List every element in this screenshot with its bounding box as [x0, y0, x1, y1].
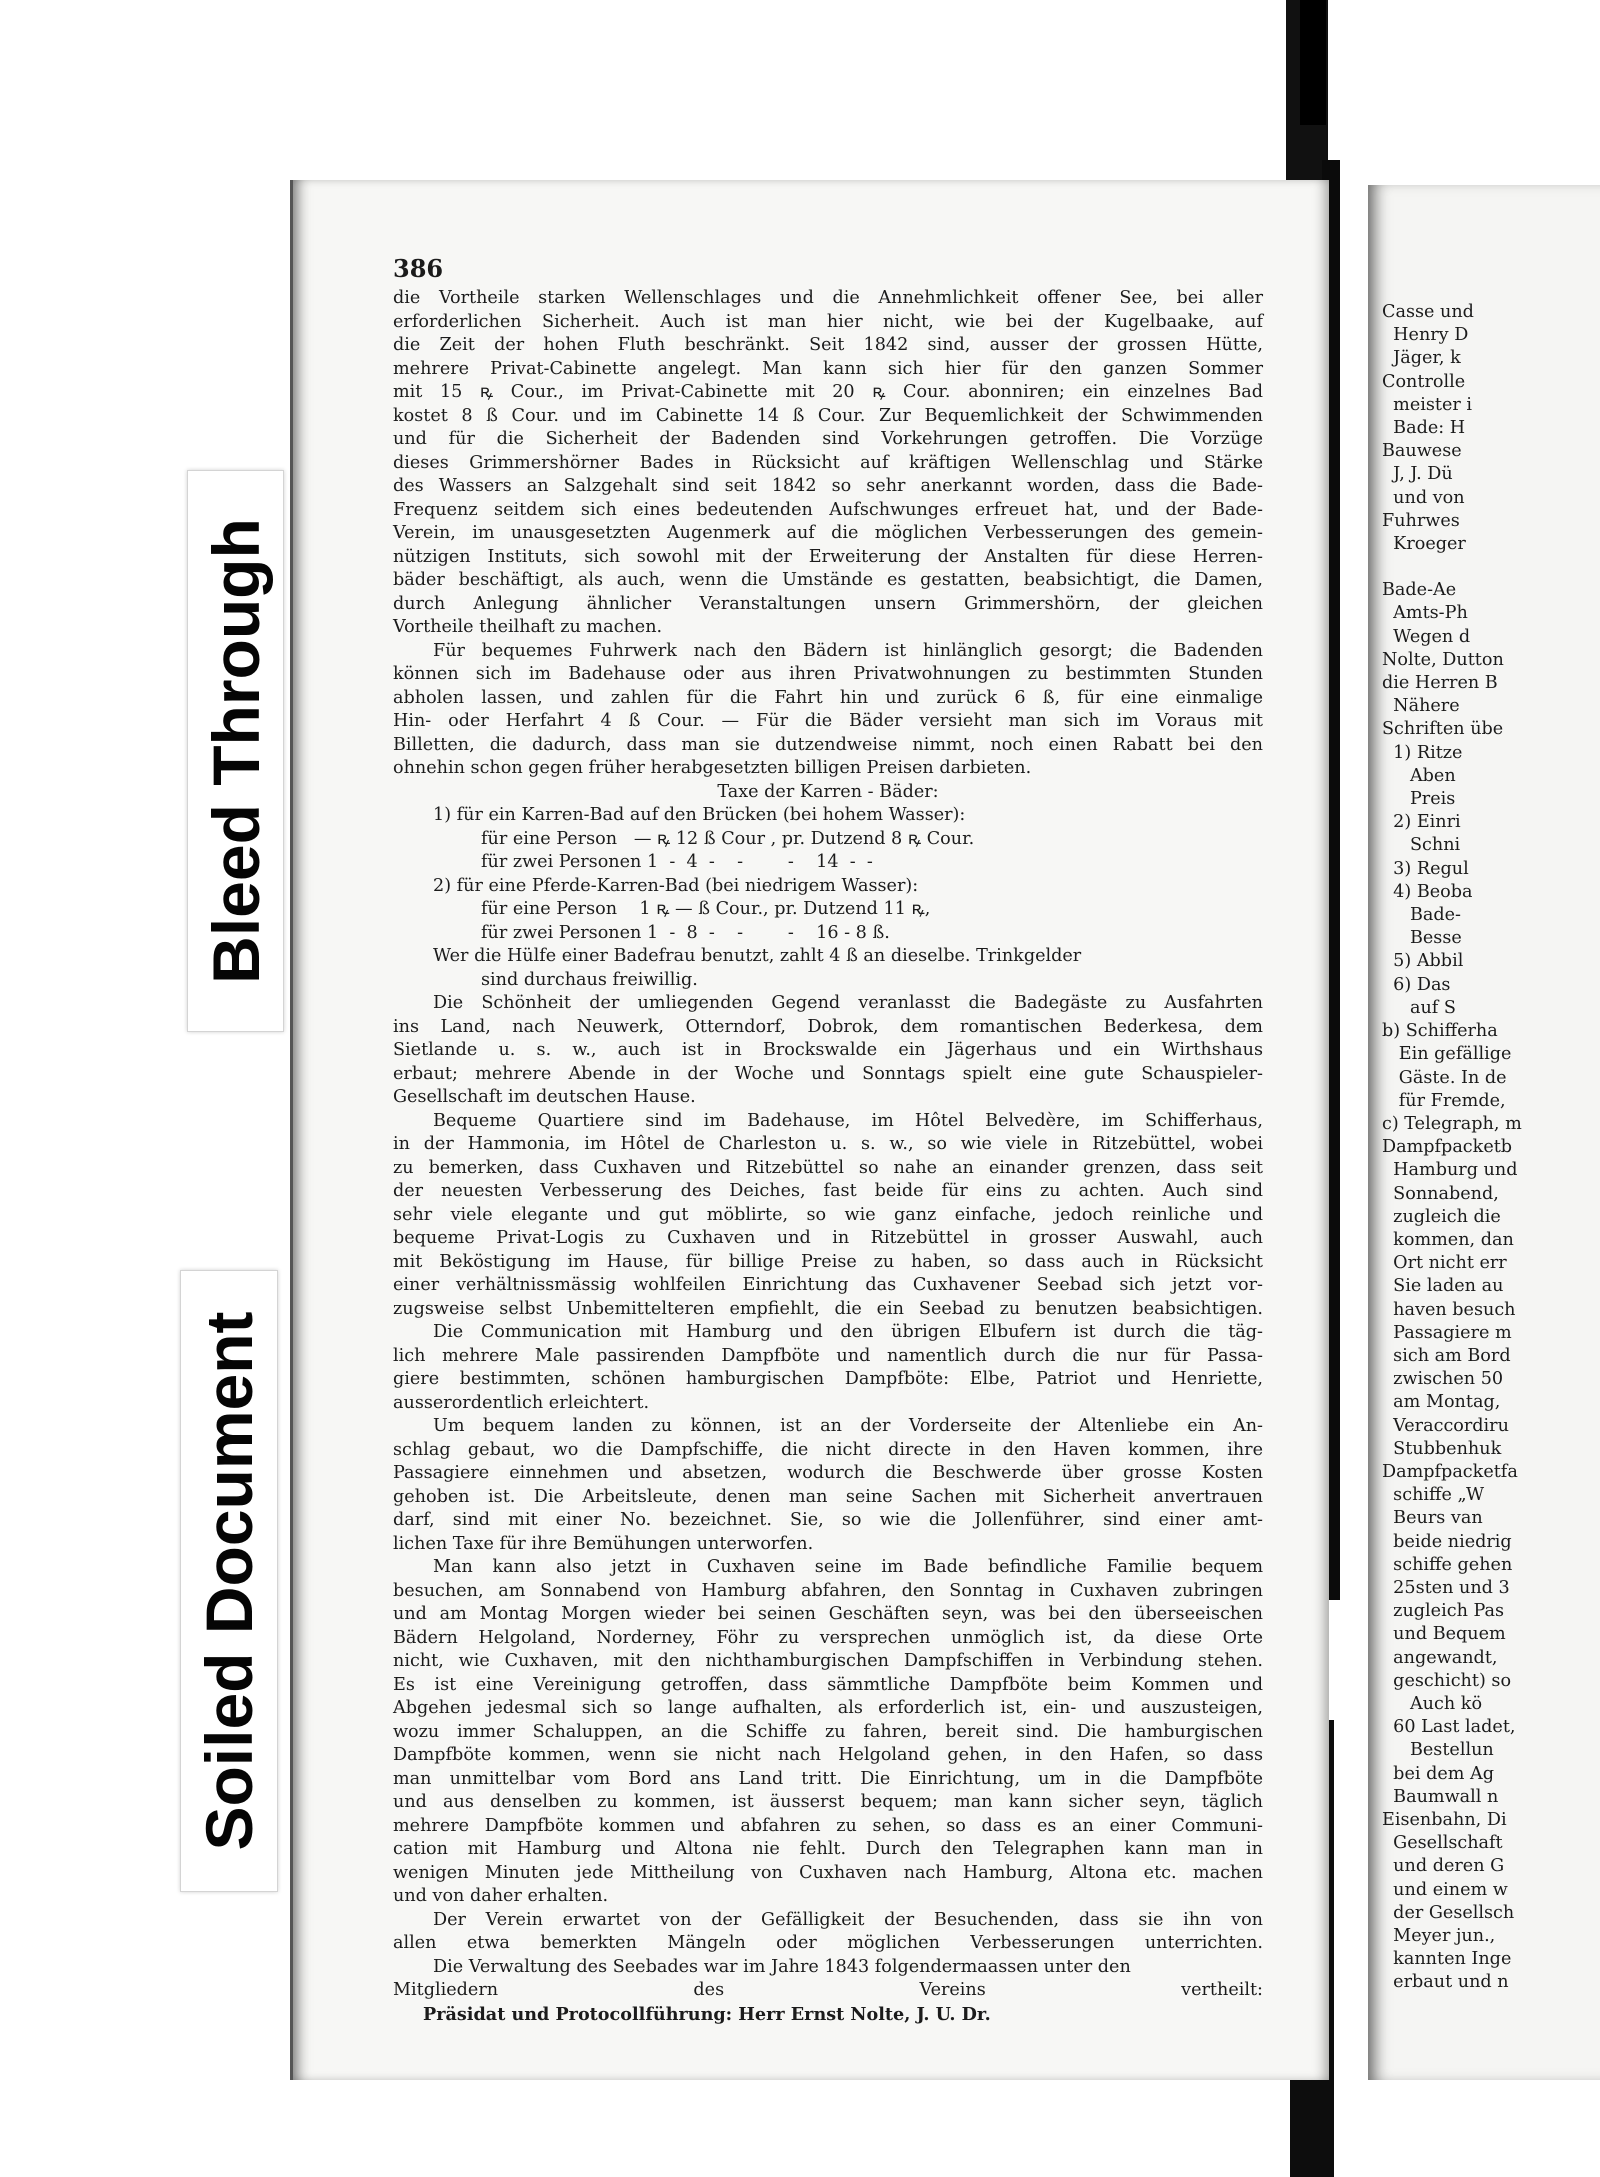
text-line: zu bemerken, dass Cuxhaven und Ritzebüttel so nahe an einander grenzen, dass seit [393, 1157, 1263, 1178]
right-text-line: Meyer jun., [1382, 1926, 1496, 1947]
text-line: Mitgliedern des Vereins vertheilt: [393, 1980, 1263, 2000]
right-text-line: 1) Ritze [1382, 742, 1463, 763]
right-page-lines [1382, 301, 1600, 1995]
right-text-line: Amts-Ph [1382, 603, 1468, 624]
text-line: lich mehrere Male passirenden Dampfböte und namentlich durch die nur für Passa- [393, 1345, 1263, 1366]
right-text-line: und deren G [1382, 1856, 1505, 1877]
text-line: für zwei Personen 1 - 8 - - - 16 - 8 ß. [481, 922, 890, 943]
text-line: Bädern Helgoland, Norderney, Föhr zu versprechen unmöglich ist, da diese Orte [393, 1627, 1263, 1648]
text-line: wenigen Minuten jede Mittheilung von Cuxhaven nach Hamburg, Altona etc. machen [393, 1862, 1263, 1883]
text-line: darf, sind mit einer No. bezeichnet. Sie, so wie die Jollenführer, sind einer amt- [393, 1510, 1263, 1530]
text-line: Frequenz seitdem sich eines bedeutenden Aufschwunges erfreuet hat, und der Bade- [393, 499, 1263, 520]
text-line: Man kann also jetzt in Cuxhaven seine im Bade befindliche Familie bequem [433, 1557, 1263, 1577]
text-line: des Wassers an Salzgehalt sind seit 1842 so sehr anerkannt worden, dass die Bade- [393, 476, 1263, 496]
right-text-line: b) Schifferha [1382, 1021, 1498, 1042]
text-line: erforderlichen Sicherheit. Auch ist man hier nicht, wie bei der Kugelbaake, auf [393, 311, 1263, 332]
text-line: mehrere Dampfböte kommen und abfahren zu sehen, so dass es an einer Communi- [393, 1815, 1263, 1836]
right-text-line: Aben [1382, 765, 1456, 786]
right-text-line: Bade-Ae [1382, 580, 1457, 601]
right-text-line: Jäger, k [1382, 348, 1461, 369]
text-line: Die Communication mit Hamburg und den übrigen Elbufern ist durch die täg- [433, 1322, 1263, 1342]
text-line: Es ist eine Vereinigung getroffen, dass sämmtliche Dampfböte beim Kommen und [393, 1674, 1263, 1695]
text-line: und am Montag Morgen wieder bei seinen Geschäften seyn, was bei den überseeischen [393, 1604, 1263, 1624]
text-line: Sietlande u. s. w., auch ist in Brockswalde ein Jägerhaus und ein Wirthshaus [393, 1040, 1263, 1060]
text-line: bäder beschäftigt, als auch, wenn die Umstände es gestatten, beabsichtigt, die Damen, [393, 570, 1263, 590]
text-line: Präsidat und Protocollführung: Herr Ernst Nolte, J. U. Dr. [423, 2003, 991, 2025]
right-text-line: bei dem Ag [1382, 1763, 1494, 1784]
right-text-line: kommen, dan [1382, 1229, 1514, 1250]
right-text-line: 4) Beoba [1382, 881, 1473, 902]
right-text-line: Eisenbahn, Di [1382, 1810, 1507, 1830]
text-line: nützigen Instituts, sich sowohl mit der Erweiterung der Anstalten für diese Herren- [393, 546, 1263, 567]
right-text-line: Gesellschaft [1382, 1833, 1503, 1854]
text-line: ausserordentlich erleichtert. [393, 1392, 650, 1413]
right-text-line: zugleich Pas [1382, 1601, 1505, 1622]
right-text-line: Schriften übe [1382, 719, 1504, 740]
right-text-line: auf S [1382, 997, 1456, 1018]
right-text-line: Preis [1382, 789, 1456, 810]
text-line: gehoben ist. Die Arbeitsleute, denen man seine Sachen mit Sicherheit anvertrauen [393, 1486, 1263, 1507]
text-line: kostet 8 ß Cour. und im Cabinette 14 ß Cour. Zur Bequemlichkeit der Schwimmenden [393, 405, 1263, 426]
text-line: Passagiere einnehmen und absetzen, wodurch die Beschwerde über grosse Kosten [393, 1463, 1263, 1483]
soiled-document-label [180, 1270, 278, 1892]
right-text-line: meister i [1382, 394, 1473, 415]
text-line: Billetten, die dadurch, dass man sie dutzendweise nimmt, noch einen Rabatt bei den [393, 734, 1263, 755]
text-line: 1) für ein Karren-Bad auf den Brücken (bei hohem Wasser): [433, 805, 966, 825]
text-line: durch Anlegung ähnlicher Veranstaltungen unsern Grimmershörn, der gleichen [393, 593, 1263, 614]
text-line: und für die Sicherheit der Badenden sind Vorkehrungen getroffen. Die Vorzüge [393, 429, 1263, 449]
right-text-line: zwischen 50 [1382, 1369, 1504, 1390]
text-line: Wer die Hülfe einer Badefrau benutzt, zahlt 4 ß an dieselbe. Trinkgelder [433, 946, 1082, 966]
right-text-line: der Gesellsch [1382, 1902, 1515, 1923]
text-line: schlag gebaut, wo die Dampfschiffe, die nicht directe in den Haven kommen, ihre [393, 1439, 1263, 1460]
text-line: abholen lassen, und zahlen für die Fahrt hin und zurück 6 ß, für eine einmalige [393, 687, 1263, 708]
left-page-text [393, 254, 1263, 2026]
text-line: die Vortheile starken Wellenschlages und die Annehmlichkeit offener See, bei aller [393, 288, 1263, 308]
text-line: 2) für eine Pferde-Karren-Bad (bei niedrigem Wasser): [433, 875, 919, 896]
text-line: sind durchaus freiwillig. [481, 969, 698, 990]
right-text-line: Auch kö [1382, 1693, 1483, 1714]
right-text-line: beide niedrig [1382, 1531, 1512, 1552]
text-line: Taxe der Karren - Bäder: [717, 781, 939, 802]
right-text-line: Baumwall n [1382, 1786, 1499, 1807]
text-line: der neuesten Verbesserung des Deiches, fast beide für eins zu achten. Auch sind [393, 1181, 1263, 1201]
right-text-line: zugleich die [1382, 1206, 1501, 1227]
right-text-line: Controlle [1382, 371, 1466, 392]
text-line: besuchen, am Sonnabend von Hamburg abfahren, den Sonntag in Cuxhaven zubringen [393, 1580, 1263, 1601]
text-line: für eine Person — ꝶ 12 ß Cour , pr. Dutzend 8 ꝶ Cour. [481, 828, 975, 849]
right-text-line: am Montag, [1382, 1392, 1501, 1413]
text-line: Um bequem landen zu können, ist an der Vorderseite der Altenliebe ein An- [433, 1416, 1263, 1436]
right-text-line: die Herren B [1382, 673, 1498, 694]
text-line: man unmittelbar vom Bord ans Land tritt. Die Einrichtung, um in die Dampfböte [393, 1768, 1263, 1789]
soiled-document-text: Soiled Document [192, 1311, 266, 1851]
right-text-line: für Fremde, [1382, 1090, 1506, 1111]
text-line: erbaut; mehrere Abende in der Woche und Sonntags spielt eine gute Schauspieler- [393, 1063, 1263, 1084]
text-line: Für bequemes Fuhrwerk nach den Bädern ist hinlänglich gesorgt; die Badenden [433, 640, 1263, 661]
text-line: in der Hammonia, im Hôtel de Charleston u. s. w., so wie viele in Ritzebüttel, wobei [393, 1134, 1263, 1154]
right-text-line: erbaut und n [1382, 1972, 1509, 1993]
right-text-line: Veraccordiru [1382, 1415, 1509, 1436]
text-line: Die Verwaltung des Seebades war im Jahre 1843 folgendermaassen unter den [433, 1956, 1131, 1977]
text-line: lichen Taxe für ihre Bemühungen unterworfen. [393, 1533, 814, 1554]
text-line: ohnehin schon gegen früher herabgesetzten billigen Preisen darbieten. [393, 758, 1032, 778]
text-line: Gesellschaft im deutschen Hause. [393, 1087, 696, 1107]
right-text-line: Fuhrwes [1382, 510, 1460, 531]
text-line: für zwei Personen 1 - 4 - - - 14 - - [481, 852, 873, 872]
right-text-line: Schni [1382, 835, 1461, 856]
text-line: allen etwa bemerkten Mängeln oder möglichen Verbesserungen unterrichten. [393, 1933, 1263, 1953]
right-text-line: 60 Last ladet, [1382, 1717, 1516, 1738]
text-line: dieses Grimmershörner Bades in Rücksicht auf kräftigen Wellenschlag und Stärke [393, 452, 1263, 473]
right-text-line: Casse und [1382, 302, 1474, 322]
right-text-line: 6) Das [1382, 974, 1451, 995]
text-line: sehr viele elegante und gut möblirte, so wie ganz einfache, jedoch reinliche und [393, 1204, 1263, 1225]
right-text-line: Ein gefällige [1382, 1044, 1512, 1065]
right-text-line: angewandt, [1382, 1647, 1498, 1668]
text-line: Bequeme Quartiere sind im Badehause, im Hôtel Belvedère, im Schifferhaus, [433, 1110, 1263, 1131]
right-text-line: 2) Einri [1382, 812, 1461, 833]
right-text-line: Bauwese [1382, 441, 1462, 462]
text-line: können sich im Badehause oder aus ihren Privatwohnungen zu bestimmten Stunden [393, 664, 1263, 684]
right-text-line: 3) Regul [1382, 858, 1469, 879]
right-text-line: und einem w [1382, 1879, 1508, 1900]
right-text-line: 25sten und 3 [1382, 1577, 1510, 1598]
page-number: 386 [393, 254, 444, 283]
right-page [1368, 185, 1600, 2080]
right-text-line: Sonnabend, [1382, 1183, 1499, 1204]
text-line: Verein, im unausgesetzten Augenmerk auf die möglichen Verbesserungen des gemein- [393, 523, 1263, 543]
right-text-line: geschicht) so [1382, 1670, 1512, 1691]
right-text-line: haven besuch [1382, 1299, 1516, 1320]
text-line: mehrere Privat-Cabinette angelegt. Man kann sich hier für den ganzen Sommer [393, 358, 1263, 379]
right-text-line [1382, 556, 1600, 579]
text-line: und von daher erhalten. [393, 1886, 609, 1906]
text-line: mit 15 ꝶ Cour., im Privat-Cabinette mit 20 ꝶ Cour. abonniren; ein einzelnes Bad [393, 382, 1263, 402]
text-line: für eine Person 1 ꝶ — ß Cour., pr. Dutzend 11 ꝶ, [481, 899, 931, 919]
right-text-line: Bade- [1382, 905, 1462, 926]
text-line: nicht, wie Cuxhaven, mit den nichthamburgischen Dampfschiffen in Verbindung stehen. [393, 1651, 1263, 1671]
right-text-line: Gäste. In de [1382, 1067, 1507, 1088]
right-text-line: Henry D [1382, 325, 1469, 346]
right-text-line: Ort nicht err [1382, 1253, 1507, 1274]
left-page-lines [393, 287, 1263, 2026]
text-line: Der Verein erwartet von der Gefälligkeit der Besuchenden, dass sie ihn von [433, 1909, 1263, 1930]
text-line: Abgehen jedesmal sich so lange aufhalten, als erforderlich ist, ein- und auszusteigen, [393, 1698, 1263, 1718]
right-text-line: Dampfpacketb [1382, 1137, 1513, 1158]
right-text-line: Wegen d [1382, 626, 1471, 647]
right-text-line: Passagiere m [1382, 1322, 1512, 1343]
right-text-line: schiffe „W [1382, 1485, 1485, 1506]
text-line: cation mit Hamburg und Altona nie fehlt. Durch den Telegraphen kann man in [393, 1839, 1263, 1859]
bleed-through-label [187, 470, 284, 1032]
text-line: und aus denselben zu kommen, ist äusserst bequem; man kann sicher seyn, täglich [393, 1792, 1263, 1812]
right-text-line: J, J. Dü [1382, 464, 1453, 485]
left-page [290, 180, 1329, 2080]
right-text-line: Nolte, Dutton [1382, 649, 1504, 670]
text-line: zugsweise selbst Unbemittelteren empfiehlt, die ein Seebad zu benutzen beabsichtigen. [393, 1298, 1263, 1319]
text-line: giere bestimmten, schönen hamburgischen Dampfböte: Elbe, Patriot und Henriette, [393, 1369, 1263, 1389]
text-line: Hin- oder Herfahrt 4 ß Cour. — Für die Bäder versieht man sich im Voraus mit [393, 711, 1263, 731]
right-text-line: Sie laden au [1382, 1276, 1504, 1297]
text-line: die Zeit der hohen Fluth beschränkt. Seit 1842 sind, ausser der grossen Hütte, [393, 335, 1263, 355]
right-text-line: und von [1382, 487, 1465, 508]
right-text-line: Dampfpacketfa [1382, 1461, 1518, 1482]
text-line: Vortheile theilhaft zu machen. [393, 617, 663, 637]
text-line: ins Land, nach Neuwerk, Otterndorf, Dobrok, dem romantischen Bederkesa, dem [393, 1016, 1263, 1037]
right-text-line: c) Telegraph, m [1382, 1113, 1522, 1134]
right-text-line: schiffe gehen [1382, 1554, 1513, 1575]
text-line: bequeme Privat-Logis zu Cuxhaven und in Ritzebüttel in grosser Auswahl, auch [393, 1228, 1263, 1248]
text-line: Die Schönheit der umliegenden Gegend veranlasst die Badegäste zu Ausfahrten [433, 993, 1263, 1013]
text-line: mit Beköstigung im Hause, für billige Preise zu haben, so dass auch in Rücksicht [393, 1251, 1263, 1272]
bleed-through-text: Bleed Through [198, 518, 273, 984]
right-text-line: kannten Inge [1382, 1949, 1512, 1970]
right-text-line: 5) Abbil [1382, 951, 1464, 972]
right-text-line: Bade: H [1382, 418, 1466, 439]
right-text-line: Bestellun [1382, 1740, 1494, 1761]
text-line: wozu immer Schaluppen, an die Schiffe zu fahren, bereit sind. Die hamburgischen [393, 1721, 1263, 1742]
text-line: einer verhältnissmässig wohlfeilen Einrichtung das Cuxhavener Seebad sich jetzt vor- [393, 1275, 1263, 1295]
right-text-line: Stubbenhuk [1382, 1438, 1502, 1459]
scan-border-top-inner [1300, 0, 1326, 125]
right-text-line: und Bequem [1382, 1624, 1506, 1645]
right-text-line: Beurs van [1382, 1508, 1483, 1529]
right-text-line: Nähere [1382, 696, 1460, 717]
right-text-line: Hamburg und [1382, 1160, 1518, 1181]
right-text-line: Kroeger [1382, 534, 1466, 555]
right-text-line: sich am Bord [1382, 1345, 1511, 1366]
text-line: Dampfböte kommen, wenn sie nicht nach Helgoland gehen, in den Hafen, so dass [393, 1745, 1263, 1765]
right-text-line: Besse [1382, 928, 1462, 949]
